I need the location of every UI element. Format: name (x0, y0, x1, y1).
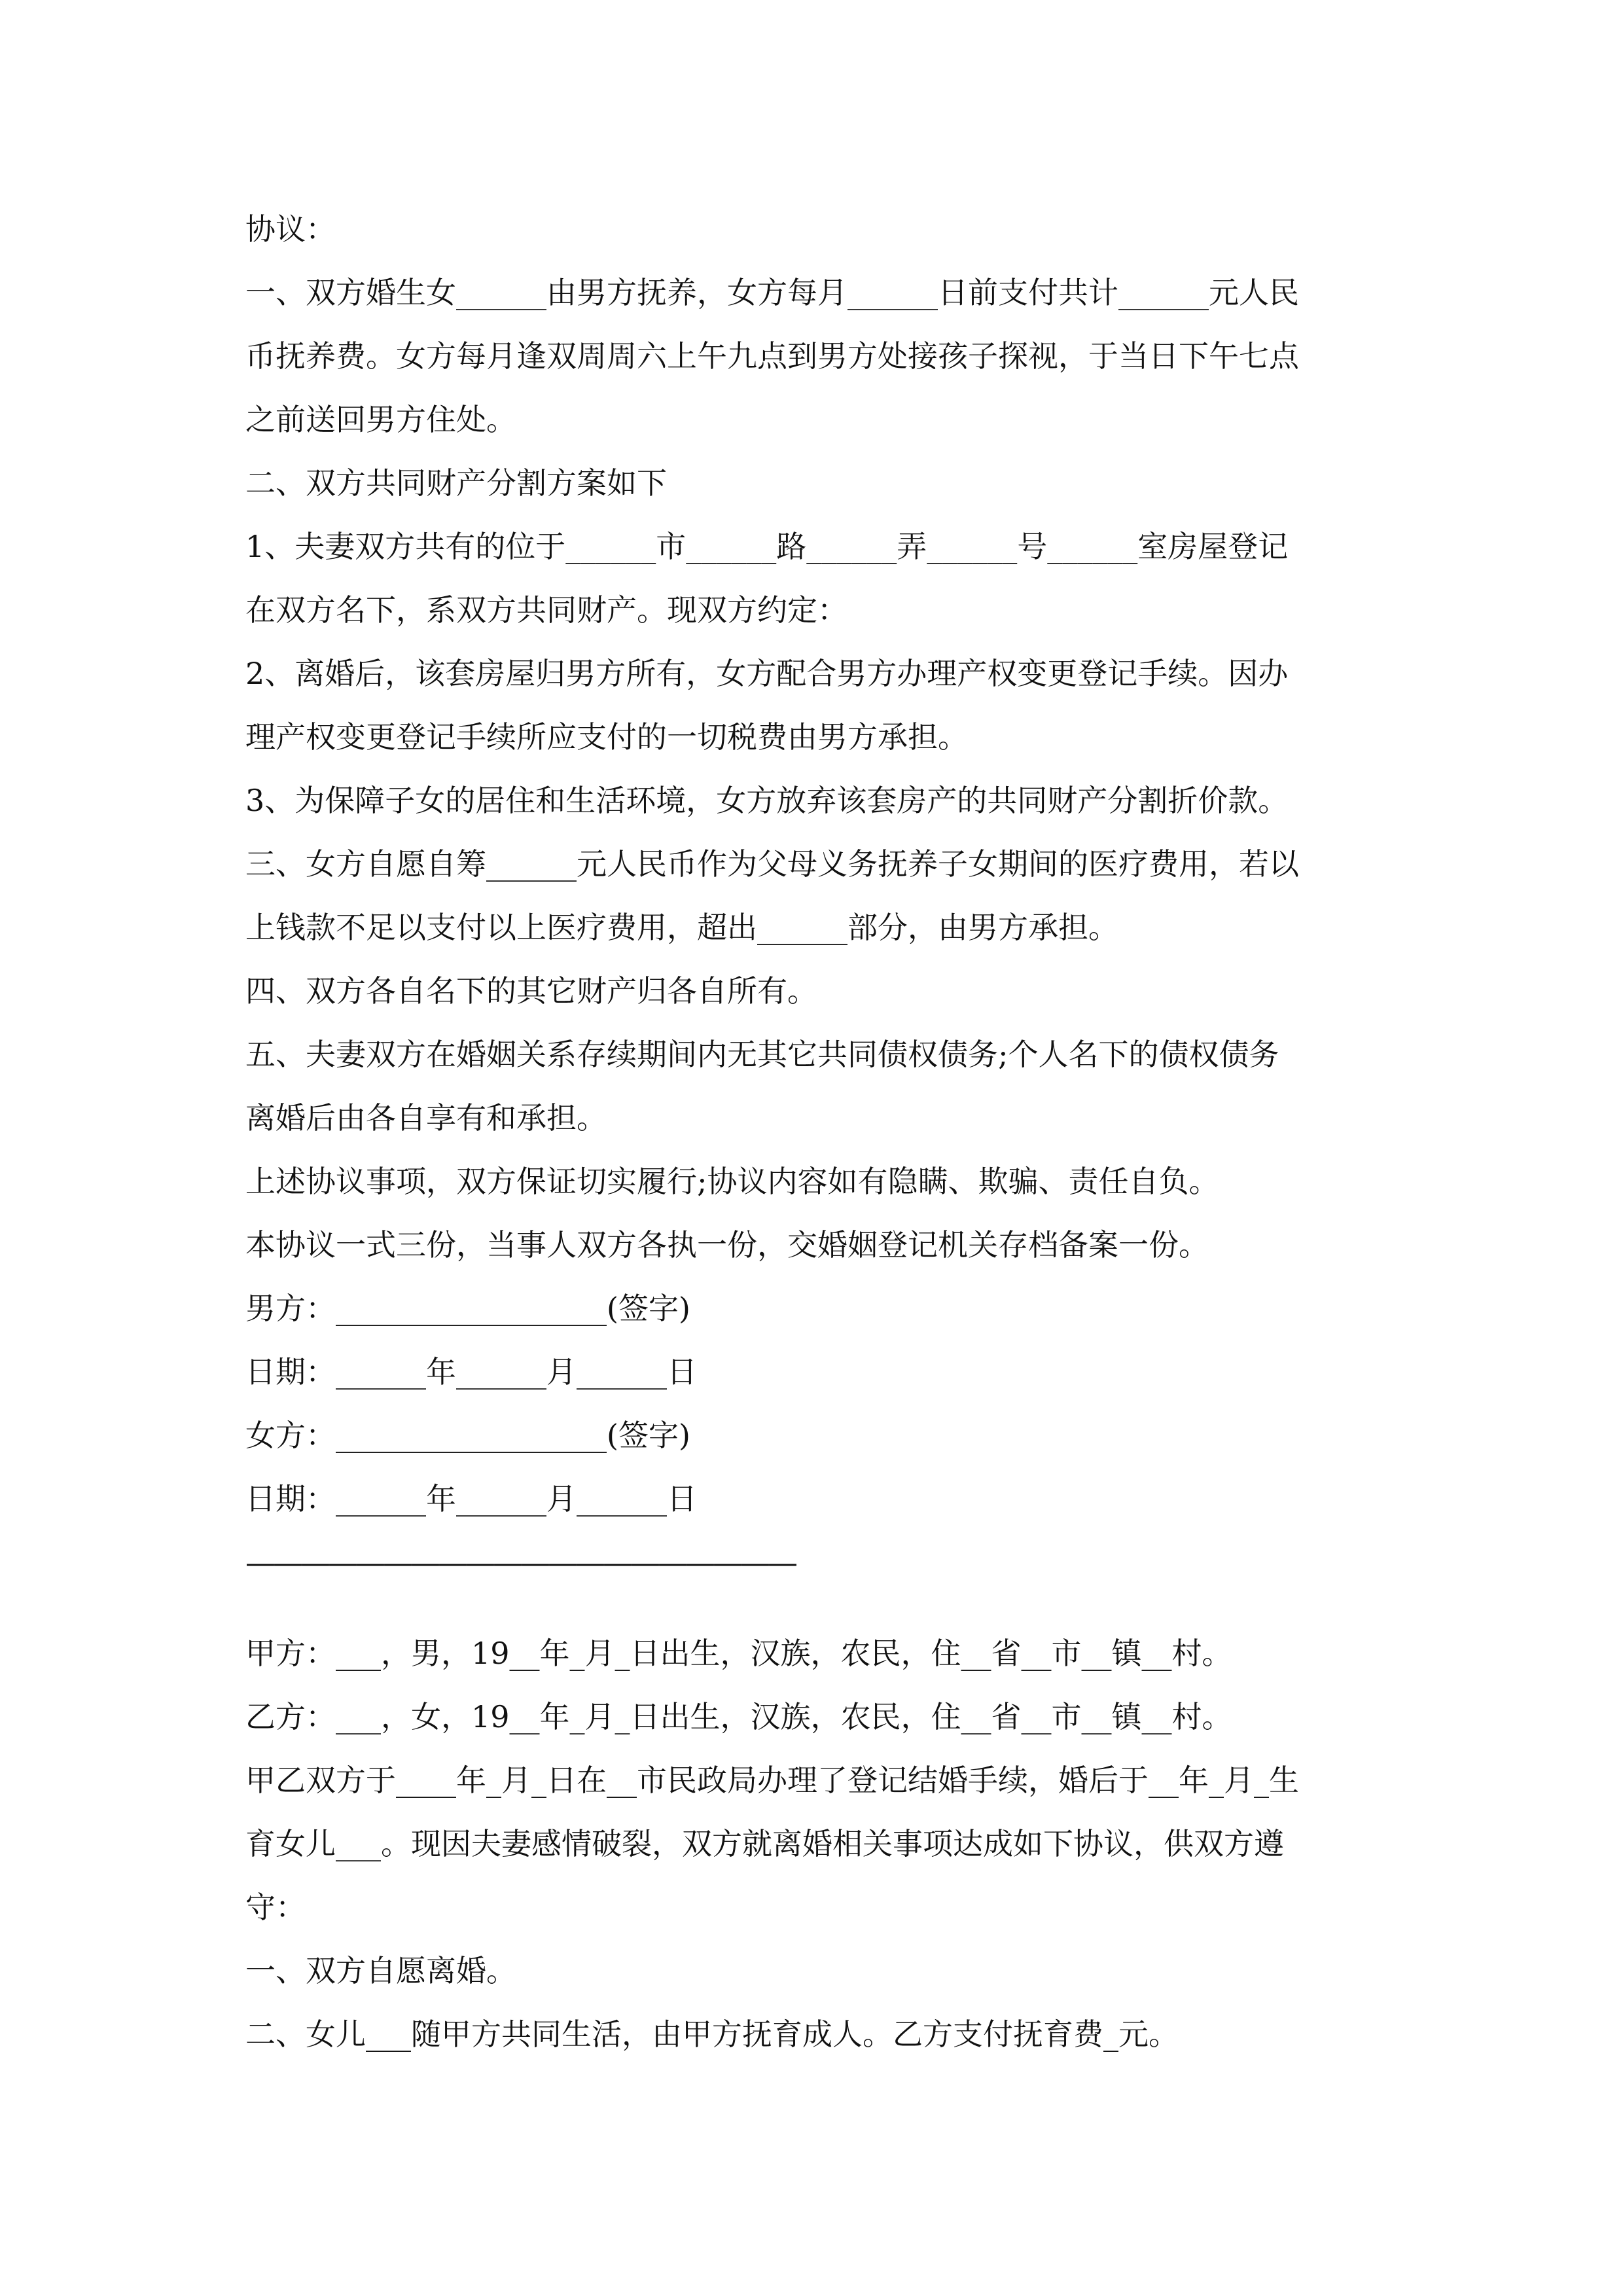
text-line: 币抚养费。女方每月逢双周周六上午九点到男方处接孩子探视，于当日下午七点 (245, 338, 1299, 374)
text-line: 五、夫妻双方在婚姻关系存续期间内无其它共同债权债务;个人名下的债权债务 (245, 1037, 1279, 1072)
text-line: 协议： (245, 211, 336, 247)
text-line: 守： (245, 1890, 306, 1925)
text-line: 在双方名下，系双方共同财产。现双方约定： (245, 592, 847, 628)
text-line: 一、双方自愿离婚。 (245, 1953, 516, 1988)
signature-line-female: 女方：__________________(签字) (245, 1418, 690, 1453)
text-line: 上钱款不足以支付以上医疗费用，超出______部分，由男方承担。 (245, 910, 1118, 945)
text-line: 育女儿___。现因夫妻感情破裂，双方就离婚相关事项达成如下协议，供双方遵 (245, 1826, 1284, 1861)
text-line: 乙方：___，女，19__年_月_日出生，汉族，农民，住__省__市__镇__村。 (245, 1699, 1232, 1734)
text-line: 2、离婚后，该套房屋归男方所有，女方配合男方办理产权变更登记手续。因办 (245, 656, 1289, 691)
text-line: 理产权变更登记手续所应支付的一切税费由男方承担。 (245, 719, 968, 755)
signature-line-male: 男方：__________________(签字) (245, 1291, 690, 1326)
text-line: 二、双方共同财产分割方案如下 (245, 465, 667, 501)
document-body (245, 198, 1384, 2066)
date-line: 日期：______年______月______日 (245, 1481, 697, 1516)
text-line: 一、双方婚生女______由男方抚养，女方每月______日前支付共计______元人民 (245, 275, 1299, 310)
text-line: 3、为保障子女的居住和生活环境，女方放弃该套房产的共同财产分割折价款。 (245, 783, 1289, 818)
text-line: 之前送回男方住处。 (245, 402, 516, 437)
spacer (245, 1594, 1384, 1622)
text-line: 1、夫妻双方共有的位于______市______路______弄______号______室房屋登记 (245, 529, 1289, 564)
text-line: 离婚后由各自享有和承担。 (245, 1100, 607, 1136)
text-line: 甲乙双方于____年_月_日在__市民政局办理了登记结婚手续，婚后于__年_月_生 (245, 1763, 1299, 1798)
text-line: 四、双方各自名下的其它财产归各自所有。 (245, 973, 817, 1009)
text-line: 二、女儿___随甲方共同生活，由甲方抚育成人。乙方支付抚育费_元。 (245, 2017, 1179, 2052)
text-line: 上述协议事项，双方保证切实履行;协议内容如有隐瞒、欺骗、责任自负。 (245, 1164, 1219, 1199)
date-line: 日期：______年______月______日 (245, 1354, 697, 1390)
text-line: 本协议一式三份，当事人双方各执一份，交婚姻登记机关存档备案一份。 (245, 1227, 1209, 1263)
separator-line (245, 1531, 1384, 1594)
separator-text: ———————————————————— (245, 1545, 795, 1580)
text-line: 三、女方自愿自筹______元人民币作为父母义务抚养子女期间的医疗费用，若以 (245, 846, 1299, 882)
text-line: 甲方：___，男，19__年_月_日出生，汉族，农民，住__省__市__镇__村。 (245, 1636, 1232, 1671)
